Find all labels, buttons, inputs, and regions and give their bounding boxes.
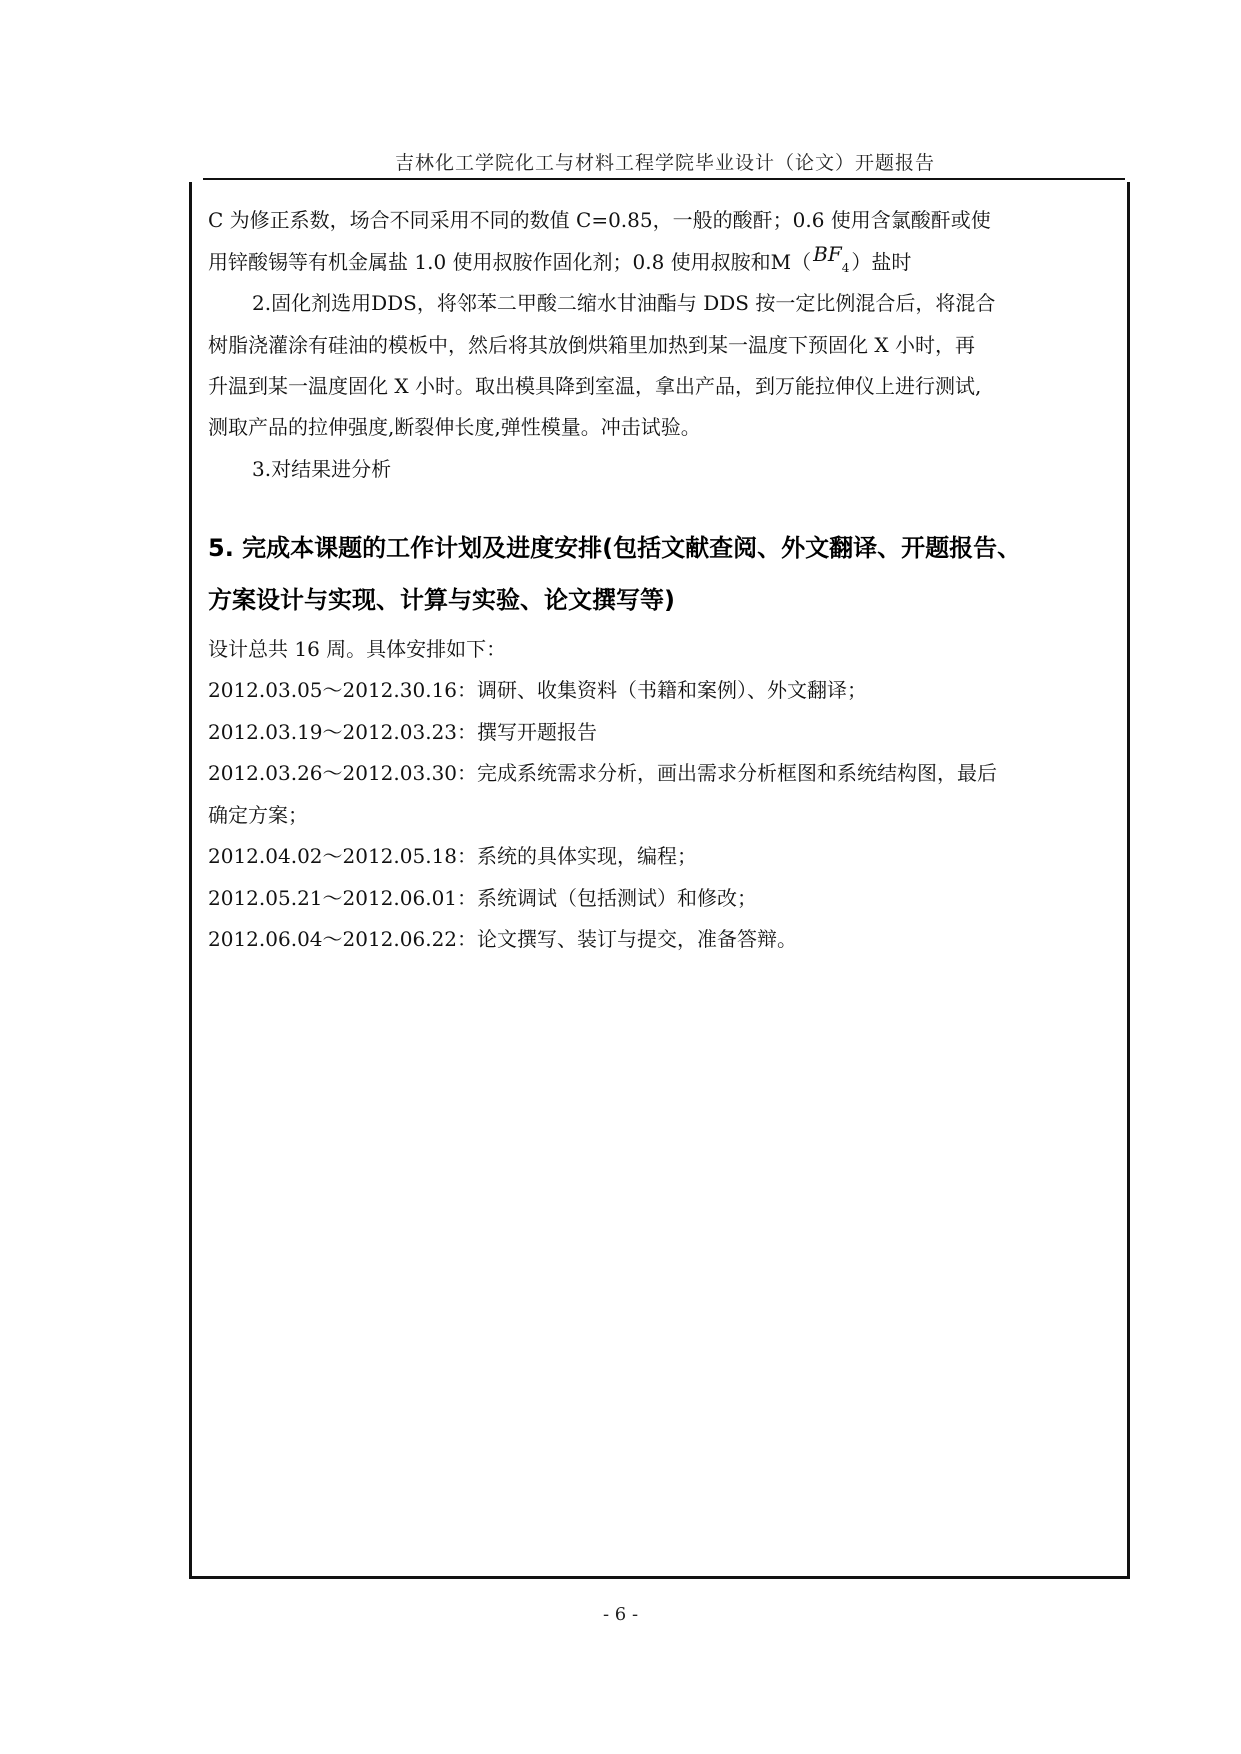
header-rule [203, 178, 1125, 180]
section5-heading-line-1: 5. 完成本课题的工作计划及进度安排(包括文献查阅、外文翻译、开题报告、 [208, 534, 1022, 562]
page-header-title: 吉林化工学院化工与材料工程学院毕业设计（论文）开题报告 [394, 152, 935, 174]
step3-line: 3.对结果进分析 [252, 457, 392, 481]
schedule-intro: 设计总共 16 周。具体安排如下： [208, 637, 507, 661]
step2-line-4: 测取产品的拉伸强度,断裂伸长度,弹性模量。冲击试验。 [208, 415, 701, 439]
bf4-formula-subscript: 4 [841, 261, 850, 275]
schedule-item: 2012.03.19～2012.03.23：撰写开题报告 [208, 720, 598, 744]
schedule-item: 2012.03.26～2012.03.30：完成系统需求分析，画出需求分析框图和系统结构图，最后 [208, 761, 998, 785]
schedule-item-continued: 确定方案； [208, 803, 308, 827]
schedule-item: 2012.05.21～2012.06.01：系统调试（包括测试）和修改； [208, 886, 758, 910]
section5-heading-line-2: 方案设计与实现、计算与实验、论文撰写等) [208, 586, 675, 614]
body-line-1: C 为修正系数，场合不同采用不同的数值 C=0.85，一般的酸酐；0.6 使用含氯酸酐或使 [208, 208, 991, 232]
body-line-2-text: 用锌酸锡等有机金属盐 1.0 使用叔胺作固化剂；0.8 使用叔胺和M（ [208, 250, 812, 274]
bf4-formula [813, 233, 849, 283]
step2-line-1: 2.固化剂选用DDS，将邻苯二甲酸二缩水甘油酯与 DDS 按一定比例混合后，将混合 [252, 291, 996, 315]
bf4-formula-main: BF [813, 242, 842, 266]
body-line-2-tail: ）盐时 [851, 250, 912, 274]
page-number: - 6 - [602, 1604, 639, 1625]
step2-line-3: 升温到某一温度固化 X 小时。取出模具降到室温，拿出产品，到万能拉伸仪上进行测试, [208, 374, 982, 398]
schedule-item: 2012.06.04～2012.06.22：论文撰写、装订与提交，准备答辩。 [208, 927, 798, 951]
schedule-item: 2012.04.02～2012.05.18：系统的具体实现，编程； [208, 844, 698, 868]
step2-line-2: 树脂浇灌涂有硅油的模板中，然后将其放倒烘箱里加热到某一温度下预固化 X 小时，再 [208, 333, 975, 357]
schedule-item: 2012.03.05～2012.30.16：调研、收集资料（书籍和案例）、外文翻译； [208, 678, 868, 702]
